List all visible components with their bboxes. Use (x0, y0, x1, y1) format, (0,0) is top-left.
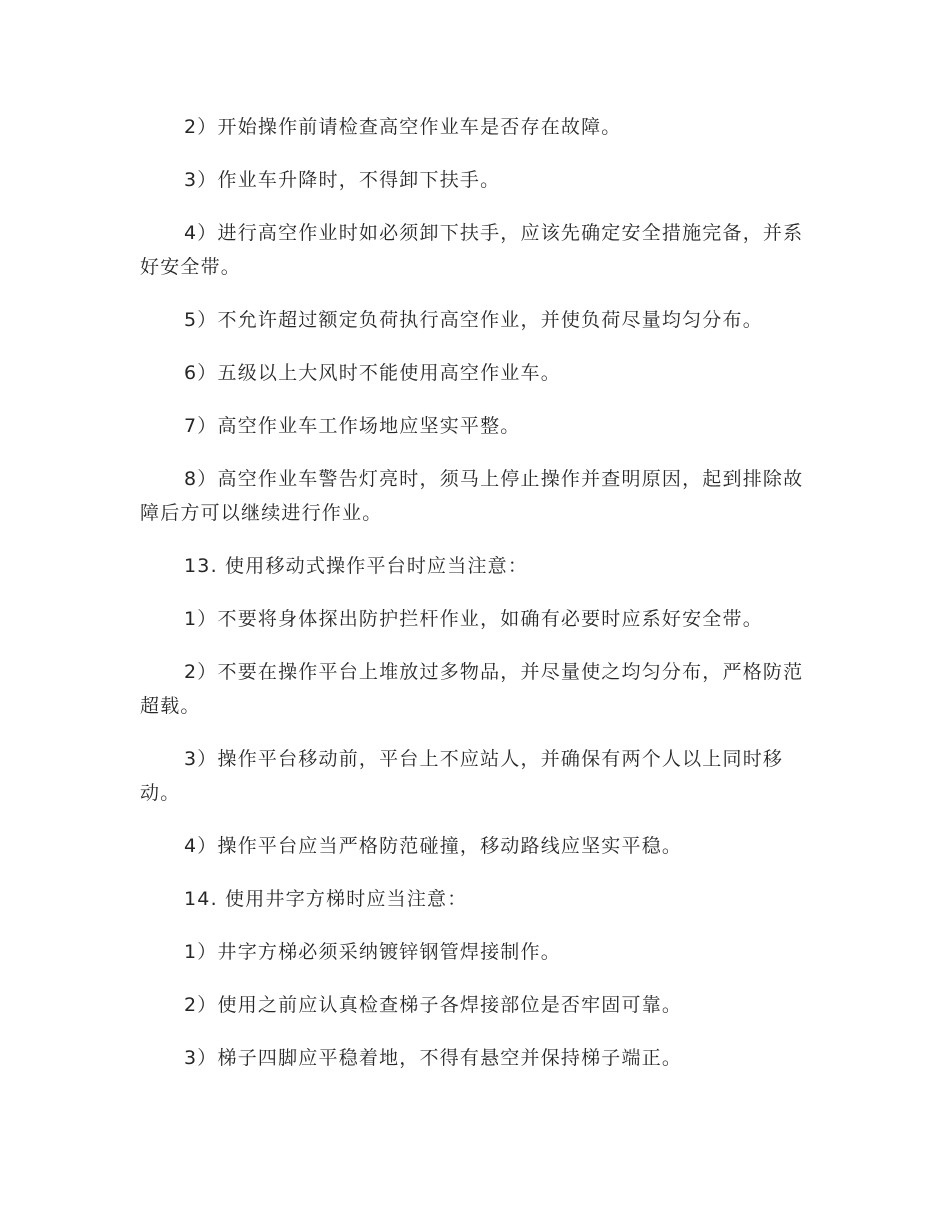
document-page (140, 110, 810, 1094)
paragraph-14-item-1: 1）井字方梯必须采纳镀锌钢管焊接制作。 (184, 941, 561, 963)
paragraph-item-6: 6）五级以上大风时不能使用高空作业车。 (184, 362, 561, 384)
paragraph-item-5: 5）不允许超过额定负荷执行高空作业，并使负荷尽量均匀分布。 (184, 309, 763, 331)
paragraph-item-3: 3）作业车升降时，不得卸下扶手。 (184, 169, 501, 191)
paragraph-item-4: 4）进行高空作业时如必须卸下扶手，应该先确定安全措施完备，并系好安全带。 (140, 222, 804, 278)
paragraph-item-7: 7）高空作业车工作场地应坚实平整。 (184, 415, 521, 437)
paragraph-13-item-2: 2）不要在操作平台上堆放过多物品，并尽量使之均匀分布，严格防范超载。 (140, 661, 804, 717)
paragraph-item-8: 8）高空作业车警告灯亮时，须马上停止操作并查明原因，起到排除故障后方可以继续进行作业。 (140, 468, 804, 524)
paragraph-13-item-1: 1）不要将身体探出防护拦杆作业，如确有必要时应系好安全带。 (184, 608, 763, 630)
paragraph-14-item-2: 2）使用之前应认真检查梯子各焊接部位是否牢固可靠。 (184, 994, 683, 1016)
paragraph-item-2: 2）开始操作前请检查高空作业车是否存在故障。 (184, 116, 622, 138)
paragraph-13-item-4: 4）操作平台应当严格防范碰撞，移动路线应坚实平稳。 (184, 835, 683, 857)
section-heading-14: 14. 使用井字方梯时应当注意： (184, 888, 468, 910)
paragraph-14-item-3: 3）梯子四脚应平稳着地，不得有悬空并保持梯子端正。 (184, 1047, 683, 1069)
section-heading-13: 13. 使用移动式操作平台时应当注意： (184, 555, 529, 577)
paragraph-13-item-3: 3）操作平台移动前，平台上不应站人，并确保有两个人以上同时移动。 (140, 748, 784, 804)
